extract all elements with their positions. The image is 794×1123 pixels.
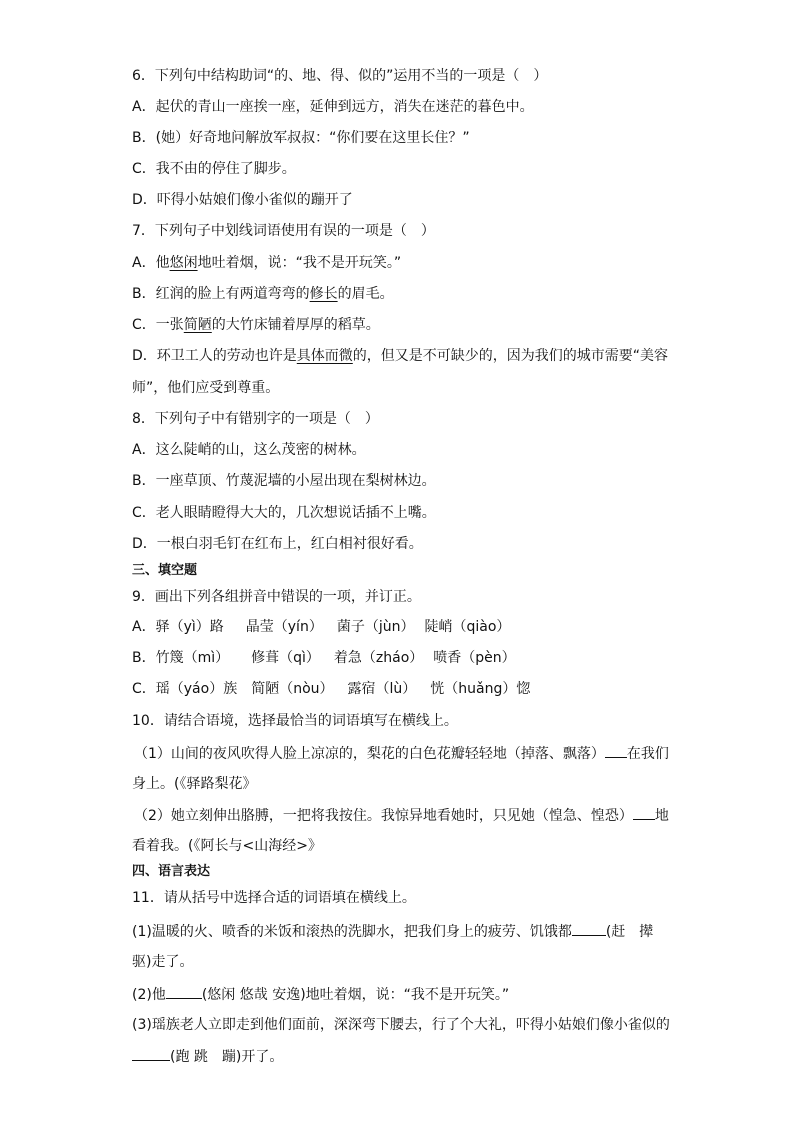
q8-option-d: D．一根白羽毛钉在红布上，红白相衬很好看。: [132, 536, 423, 552]
q10-p1-text-after: 在我们: [626, 746, 669, 762]
q11-part1: [132, 921, 672, 942]
q9-b-item: 着急（zháo）: [333, 650, 424, 666]
q7-b-post: 的眉毛。: [337, 286, 394, 302]
q11-p1-options: (赶 撵: [605, 924, 654, 940]
q7-option-d-continued: 师”，他们应受到尊重。: [132, 380, 280, 396]
q9-a-item: 菌子（jùn）: [336, 619, 415, 635]
q9-stem: 9．画出下列各组拼音中错误的一项，并订正。: [132, 589, 421, 605]
q10-part1-continued: 身上。(《驿路梨花》: [132, 776, 257, 792]
q10-part2: [134, 805, 674, 826]
q7-c-post: 的大竹床铺着厚厚的稻草。: [211, 317, 380, 333]
q6-stem: 6．下列句中结构助词“的、地、得、似的”运用不当的一项是（ ）: [132, 68, 548, 84]
q9-c-item: C．瑶（yáo）族: [132, 681, 238, 697]
q11-part3: (3)瑶族老人立即走到他们面前，深深弯下腰去，行了个大礼，吓得小姑娘们像小雀似的: [132, 1017, 670, 1033]
q7-option-c: [132, 315, 672, 335]
q7-a-post: 地吐着烟，说：“我不是开玩笑。”: [197, 255, 402, 271]
q6-option-a: A．起伏的青山一座挨一座，延伸到远方，消失在迷茫的暮色中。: [132, 99, 534, 115]
q7-b-pre: B．红润的脸上有两道弯弯的: [132, 286, 310, 302]
q10-p2-text-after: 地: [654, 808, 669, 824]
q11-p2-blank[interactable]: [166, 984, 202, 999]
q9-b-item: 修葺（qì）: [251, 650, 320, 666]
section-heading-fill-blank: 三、填空题: [132, 563, 198, 578]
q6-option-d: D．吓得小姑娘们像小雀似的蹦开了: [132, 192, 353, 208]
q7-d-underlined-word: 具体而微: [296, 348, 353, 364]
q10-p2-blank[interactable]: [633, 805, 655, 820]
q7-option-a: [132, 253, 672, 273]
q7-c-pre: C．一张: [132, 317, 184, 333]
q9-row-c: [132, 679, 672, 699]
section-heading-language-expression: 四、语言表达: [132, 864, 211, 879]
q7-d-post: 的，但又是不可缺少的，因为我们的城市需要“美容: [352, 348, 669, 364]
q11-stem: 11．请从括号中选择合适的词语填在横线上。: [132, 890, 416, 906]
q7-option-b: [132, 284, 672, 304]
q9-b-item: 喷香（pèn）: [433, 650, 516, 666]
q8-option-b: B．一座草顶、竹蔑泥墙的小屋出现在梨树林边。: [132, 473, 436, 489]
q8-stem: 8．下列句子中有错别字的一项是（ ）: [132, 411, 379, 427]
q11-p2-options: (悠闲 悠哉 安逸)地吐着烟，说：“我不是开玩笑。”: [201, 987, 510, 1003]
q10-part1: [134, 743, 674, 764]
q9-row-a: [132, 617, 672, 637]
q11-part3-continued: [132, 1046, 672, 1067]
q7-d-pre: D．环卫工人的劳动也许是: [132, 348, 297, 364]
q6-option-c: C．我不由的停住了脚步。: [132, 161, 296, 177]
q11-p3-options: (跑 跳 蹦)开了。: [170, 1049, 284, 1065]
q10-p1-text: （1）山间的夜风吹得人脸上凉凉的，梨花的白色花瓣轻轻地（掉落、飘落）: [134, 746, 605, 762]
q8-option-c: C．老人眼睛瞪得大大的，几次想说话插不上嘴。: [132, 505, 436, 521]
q10-p1-blank[interactable]: [605, 743, 627, 758]
q9-a-item: A．驿（yì）路: [132, 619, 224, 635]
q11-part2: [132, 984, 672, 1005]
q7-stem: 7．下列句子中划线词语使用有误的一项是（ ）: [132, 223, 435, 239]
q7-a-underlined-word: 悠闲: [169, 255, 198, 271]
q7-option-d: [132, 346, 672, 366]
q7-b-underlined-word: 修长: [309, 286, 338, 302]
q9-b-item: B．竹篾（mì）: [132, 650, 230, 666]
q11-part1-continued: 驱)走了。: [132, 954, 194, 970]
q9-c-item: 露宿（lù）: [347, 681, 417, 697]
q6-option-b: B．(她）好奇地问解放军叔叔：“你们要在这里长住？”: [132, 130, 470, 146]
q11-p3-blank[interactable]: [132, 1046, 170, 1061]
q10-p2-text: （2）她立刻伸出胳膊，一把将我按住。我惊异地看她时，只见她（惶急、惶恐）: [134, 808, 633, 824]
q7-c-underlined-word: 简陋: [183, 317, 212, 333]
q7-a-pre: A．他: [132, 255, 170, 271]
q11-p2-text: (2)他: [132, 987, 166, 1003]
q8-option-a: A．这么陡峭的山，这么茂密的树林。: [132, 442, 366, 458]
q11-p1-blank[interactable]: [572, 921, 606, 936]
q9-c-item: 恍（huǎng）惚: [430, 681, 531, 697]
q10-stem: 10．请结合语境，选择最恰当的词语填写在横线上。: [132, 713, 458, 729]
q9-a-item: 晶莹（yín）: [245, 619, 323, 635]
q9-a-item: 陡峭（qiào）: [424, 619, 511, 635]
q9-c-item: 简陋（nòu）: [251, 681, 334, 697]
q10-part2-continued: 看着我。(《阿长与<山海经>》: [132, 838, 322, 854]
q11-p1-text: (1)温暖的火、喷香的米饭和滚热的洗脚水，把我们身上的疲劳、饥饿都: [132, 924, 572, 940]
q9-row-b: [132, 648, 672, 668]
